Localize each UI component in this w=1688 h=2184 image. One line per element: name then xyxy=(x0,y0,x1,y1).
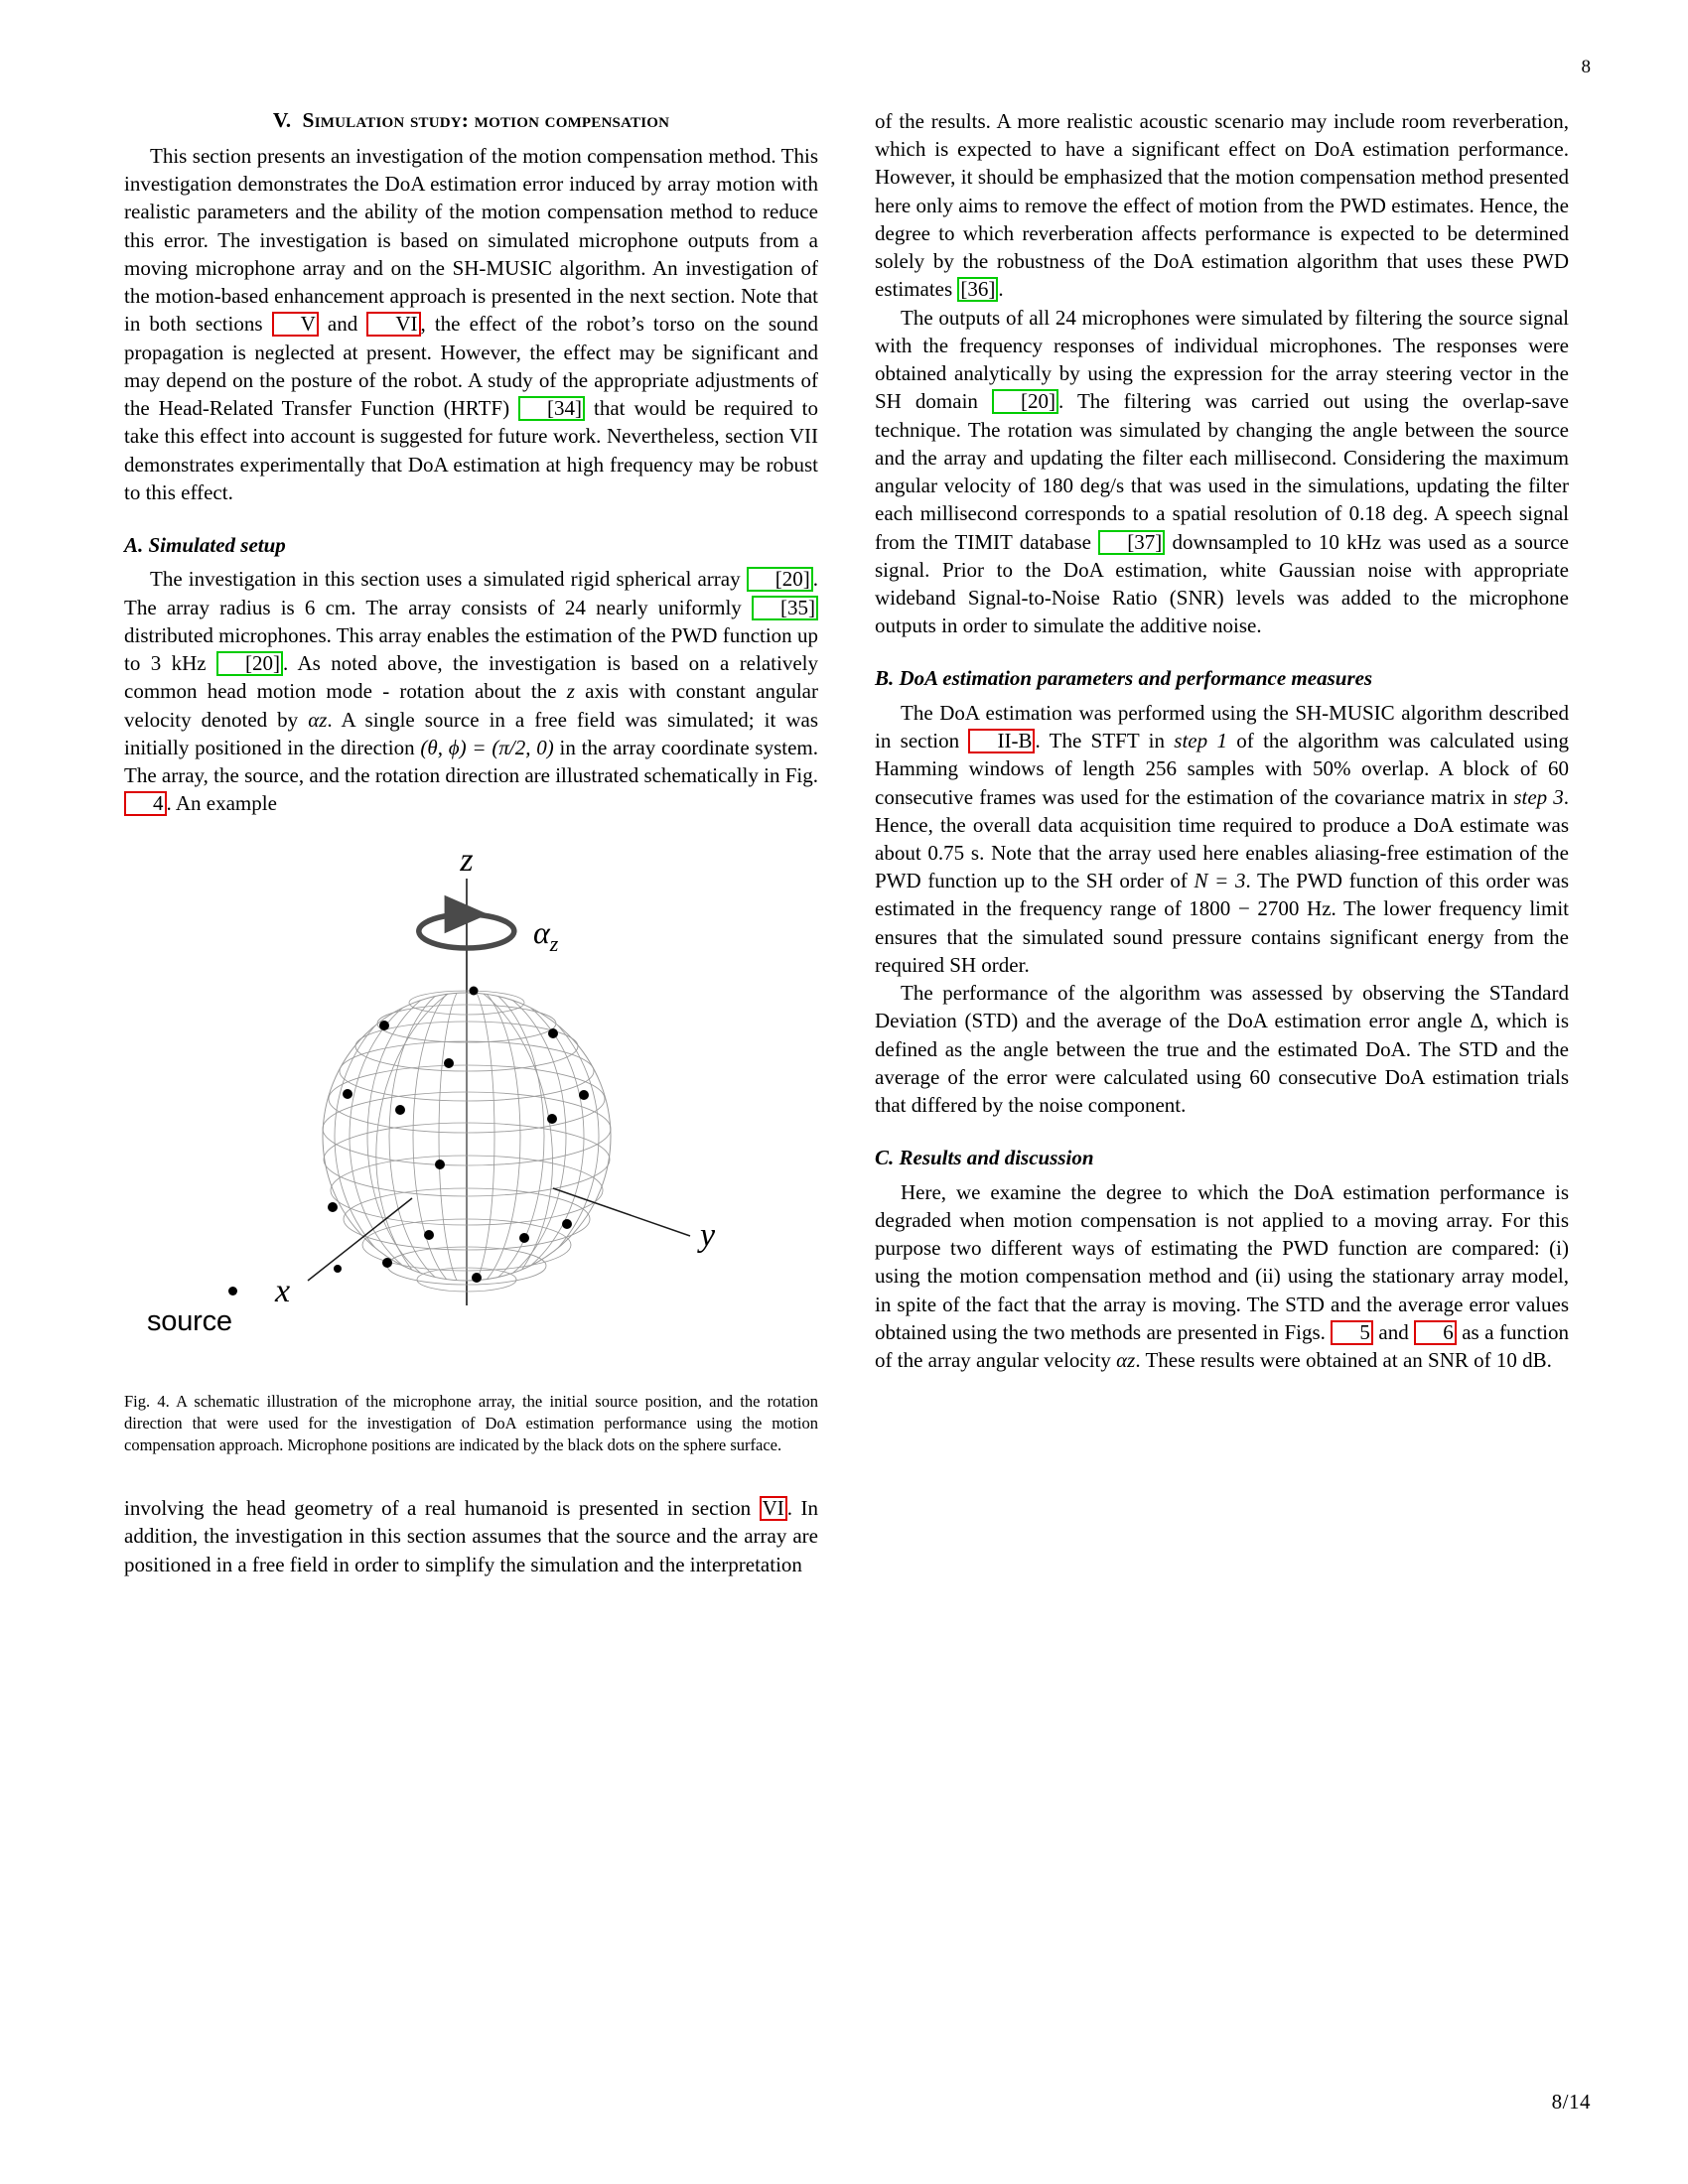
text-run: of the algorithm was calculated using Hamming windows of length 256 samples with 50% overlap. A block of 60 consecutive frames was used for the estimation of the covariance matrix in xyxy=(875,729,1569,809)
math-sh-order-n: N = 3 xyxy=(1194,869,1246,893)
figure-4 xyxy=(124,829,818,1385)
text-run: . An example xyxy=(166,791,277,816)
link-section-ii-b[interactable]: II-B xyxy=(968,729,1035,753)
text-run: The performance of the algorithm was assessed by observing the STandard Deviation (STD) and the average of the DoA estimation error angle xyxy=(875,981,1569,1033)
paragraph-results-continuation xyxy=(875,107,1569,304)
section-heading-text: Simulation study: motion compensation xyxy=(302,108,670,132)
text-run: . In addition, the investigation in this section assumes that the source and the array are positioned in a free field in order to simplify the simulation and the interpretation xyxy=(124,1496,818,1576)
text-run: as a function of the array angular velocity xyxy=(875,1319,1570,1373)
text-run: . A single source in a free field was simulated; it was initially positioned in the direction xyxy=(124,707,818,759)
sphere-wireframe xyxy=(323,983,611,1292)
text-run: and xyxy=(1372,1319,1415,1344)
text-run: of the results. A more realistic acoustic scenario may include room reverberation, which is expected to have a significant effect on DoA estimation performance. However, it should be emphasized that the motion compensation method presented here only aims to remove the effect of motion from the PWD estimates. Hence, the degree to which reverberation affects performance is expected to be determined solely by the robustness of the DoA estimation algorithm that uses these PWD estimates xyxy=(875,109,1569,302)
text-run: . xyxy=(998,277,1004,302)
left-column xyxy=(124,107,818,2073)
two-column-layout xyxy=(124,107,1569,2073)
text-run: . The STFT in xyxy=(1035,729,1175,753)
microphone-dots xyxy=(328,987,589,1284)
text-run: , which is defined as the angle between the true and the estimated DoA. The STD and the average of the error were calculated using 60 consecutive DoA estimation trials that differed by the noise component. xyxy=(875,1009,1570,1118)
paragraph-simulated-setup xyxy=(124,565,818,817)
math-delta: Δ xyxy=(1470,1009,1483,1033)
right-column xyxy=(875,107,1569,2073)
paragraph-results-discussion xyxy=(875,1178,1569,1375)
emphasis-step-1: step 1 xyxy=(1174,729,1227,753)
math-alpha-z-2: αz xyxy=(1116,1348,1136,1373)
link-citation-34[interactable]: [34] xyxy=(518,396,585,421)
link-citation-20c[interactable]: [20] xyxy=(992,389,1058,414)
link-citation-20a[interactable]: [20] xyxy=(747,567,813,592)
text-run: The outputs of all 24 microphones were simulated by filtering the source signal with the frequency responses of individual microphones. The responses were obtained analytically by using the expression for the array steering vector in the SH domain xyxy=(875,305,1569,414)
text-run: downsampled to 10 kHz was used as a source signal. Prior to the DoA estimation, white Gaussian noise with appropriate wideband Signal-to-Noise Ratio (SNR) levels was added to the microphone outputs in order to simulate the additive noise. xyxy=(875,529,1569,638)
text-run: . As noted above, the investigation is based on a relatively common head motion mode - rotation about the xyxy=(124,651,818,704)
y-axis-label: y xyxy=(700,1217,716,1255)
paragraph-microphone-outputs xyxy=(875,304,1569,640)
page-number-bottom: 8/14 xyxy=(1551,2090,1591,2114)
link-figure-5[interactable]: 5 xyxy=(1331,1320,1373,1345)
text-run: that would be required to take this effect into account is suggested for future work. Nevertheless, section VII demonstrates experimentally that DoA estimation at high frequency may be robust to this effect. xyxy=(124,396,818,504)
paragraph-continuation xyxy=(124,1494,818,1578)
text-run: . These results were obtained at an SNR of 10 dB. xyxy=(1135,1348,1552,1373)
text-run: The investigation in this section uses a simulated rigid spherical array xyxy=(150,567,747,592)
link-citation-36[interactable]: [36] xyxy=(957,277,998,302)
text-run: . The array radius is 6 cm. The array consists of 24 nearly uniformly xyxy=(124,567,818,619)
link-section-vi-2[interactable]: VI xyxy=(760,1496,787,1521)
subsection-heading-c: C. Results and discussion xyxy=(875,1146,1094,1170)
paragraph-doa-parameters xyxy=(875,699,1569,979)
z-axis-label: z xyxy=(460,842,474,880)
math-alpha-z: αz xyxy=(308,707,328,732)
text-run: . The filtering was carried out using the overlap-save technique. The rotation was simulated by changing the angle between the source and the array and updating the filter each millisecond. Considering the maximum angular velocity of 180 deg/s that was used in the simulations, updating the filter each millisecond corresponds to a spatial resolution of 0.18 deg. A speech signal from the TIMIT database xyxy=(875,389,1569,554)
link-figure-6[interactable]: 6 xyxy=(1414,1320,1457,1345)
subsection-heading-a: A. Simulated setup xyxy=(124,532,286,557)
text-run: in the array coordinate system. The array, the source, and the rotation direction are illustrated schematically in Fig. xyxy=(124,735,819,787)
source-label: source xyxy=(147,1305,232,1338)
emphasis-step-3: step 3 xyxy=(1513,784,1564,809)
text-run: , the effect of the robot’s torso on the sound propagation is neglected at present. However, the effect may be significant and may depend on the posture of the robot. A study of the appropriate adjustments of the Head-Related Transfer Function (HRTF) xyxy=(124,312,819,421)
section-heading-v xyxy=(124,107,818,135)
rotation-velocity-label: $\alpha_z$ xyxy=(533,914,559,957)
text-run: and xyxy=(318,312,367,337)
link-figure-4[interactable]: 4 xyxy=(124,791,167,816)
paragraph-performance-measures xyxy=(875,979,1569,1119)
subsection-heading-b: B. DoA estimation parameters and performance measures xyxy=(875,666,1373,691)
link-citation-20b[interactable]: [20] xyxy=(216,651,283,676)
link-section-vi[interactable]: VI xyxy=(366,312,420,337)
section-numeral: V. xyxy=(272,108,292,132)
math-z-axis: z xyxy=(566,679,575,704)
sphere-array-illustration xyxy=(124,829,818,1345)
x-axis-line xyxy=(308,1198,412,1281)
page-number-top: 8 xyxy=(1581,57,1591,77)
text-run: . The PWD function of this order was estimated in the frequency range of 1800 − 2700 Hz. The lower frequency limit ensures that the simulated sound pressure contains significant energy from the required SH order. xyxy=(875,869,1569,977)
figure-4-caption: Fig. 4. A schematic illustration of the microphone array, the initial source position, and the rotation direction that were used for the investigation of DoA estimation performance using the motion compensation approach. Microphone positions are indicated by the black dots on the sphere surface. xyxy=(124,1392,818,1455)
x-axis-label: x xyxy=(275,1273,291,1310)
spacer xyxy=(124,1456,818,1494)
math-theta-phi: (θ, ϕ) = (π/2, 0) xyxy=(420,735,554,759)
text-run: The DoA estimation was performed using the SH-MUSIC algorithm described in section xyxy=(875,700,1569,753)
link-citation-35[interactable]: [35] xyxy=(752,596,818,620)
text-run: involving the head geometry of a real humanoid is presented in section xyxy=(124,1496,760,1521)
text-run: distributed microphones. This array enables the estimation of the PWD function up to 3 kHz xyxy=(124,622,818,676)
text-run: axis with constant angular velocity denoted by xyxy=(124,679,818,732)
paragraph-intro xyxy=(124,142,818,506)
text-run: This section presents an investigation of the motion compensation method. This investigation demonstrates the DoA estimation error induced by array motion with realistic parameters and the ability of the motion compensation method to reduce this error. The investigation is based on simulated microphone outputs from a moving microphone array and on the SH-MUSIC algorithm. An investigation of the motion-based enhancement approach is presented in the next section. Note that in both sections xyxy=(124,143,818,337)
text-run: Here, we examine the degree to which the DoA estimation performance is degraded when motion compensation is not applied to a moving array. For this purpose two different ways of estimating the PWD function are compared: (i) using the motion compensation method and (ii) using the stationary array model, in spite of the fact that the array is moving. The STD and the average error values obtained using the two methods are presented in Figs. xyxy=(875,1179,1569,1344)
link-section-v[interactable]: V xyxy=(272,312,319,337)
text-run: . Hence, the overall data acquisition time required to produce a DoA estimate was about 0.75 s. Note that the array used here enables aliasing-free estimation of the PWD function up to the SH order of xyxy=(875,784,1569,893)
link-citation-37[interactable]: [37] xyxy=(1098,530,1165,555)
